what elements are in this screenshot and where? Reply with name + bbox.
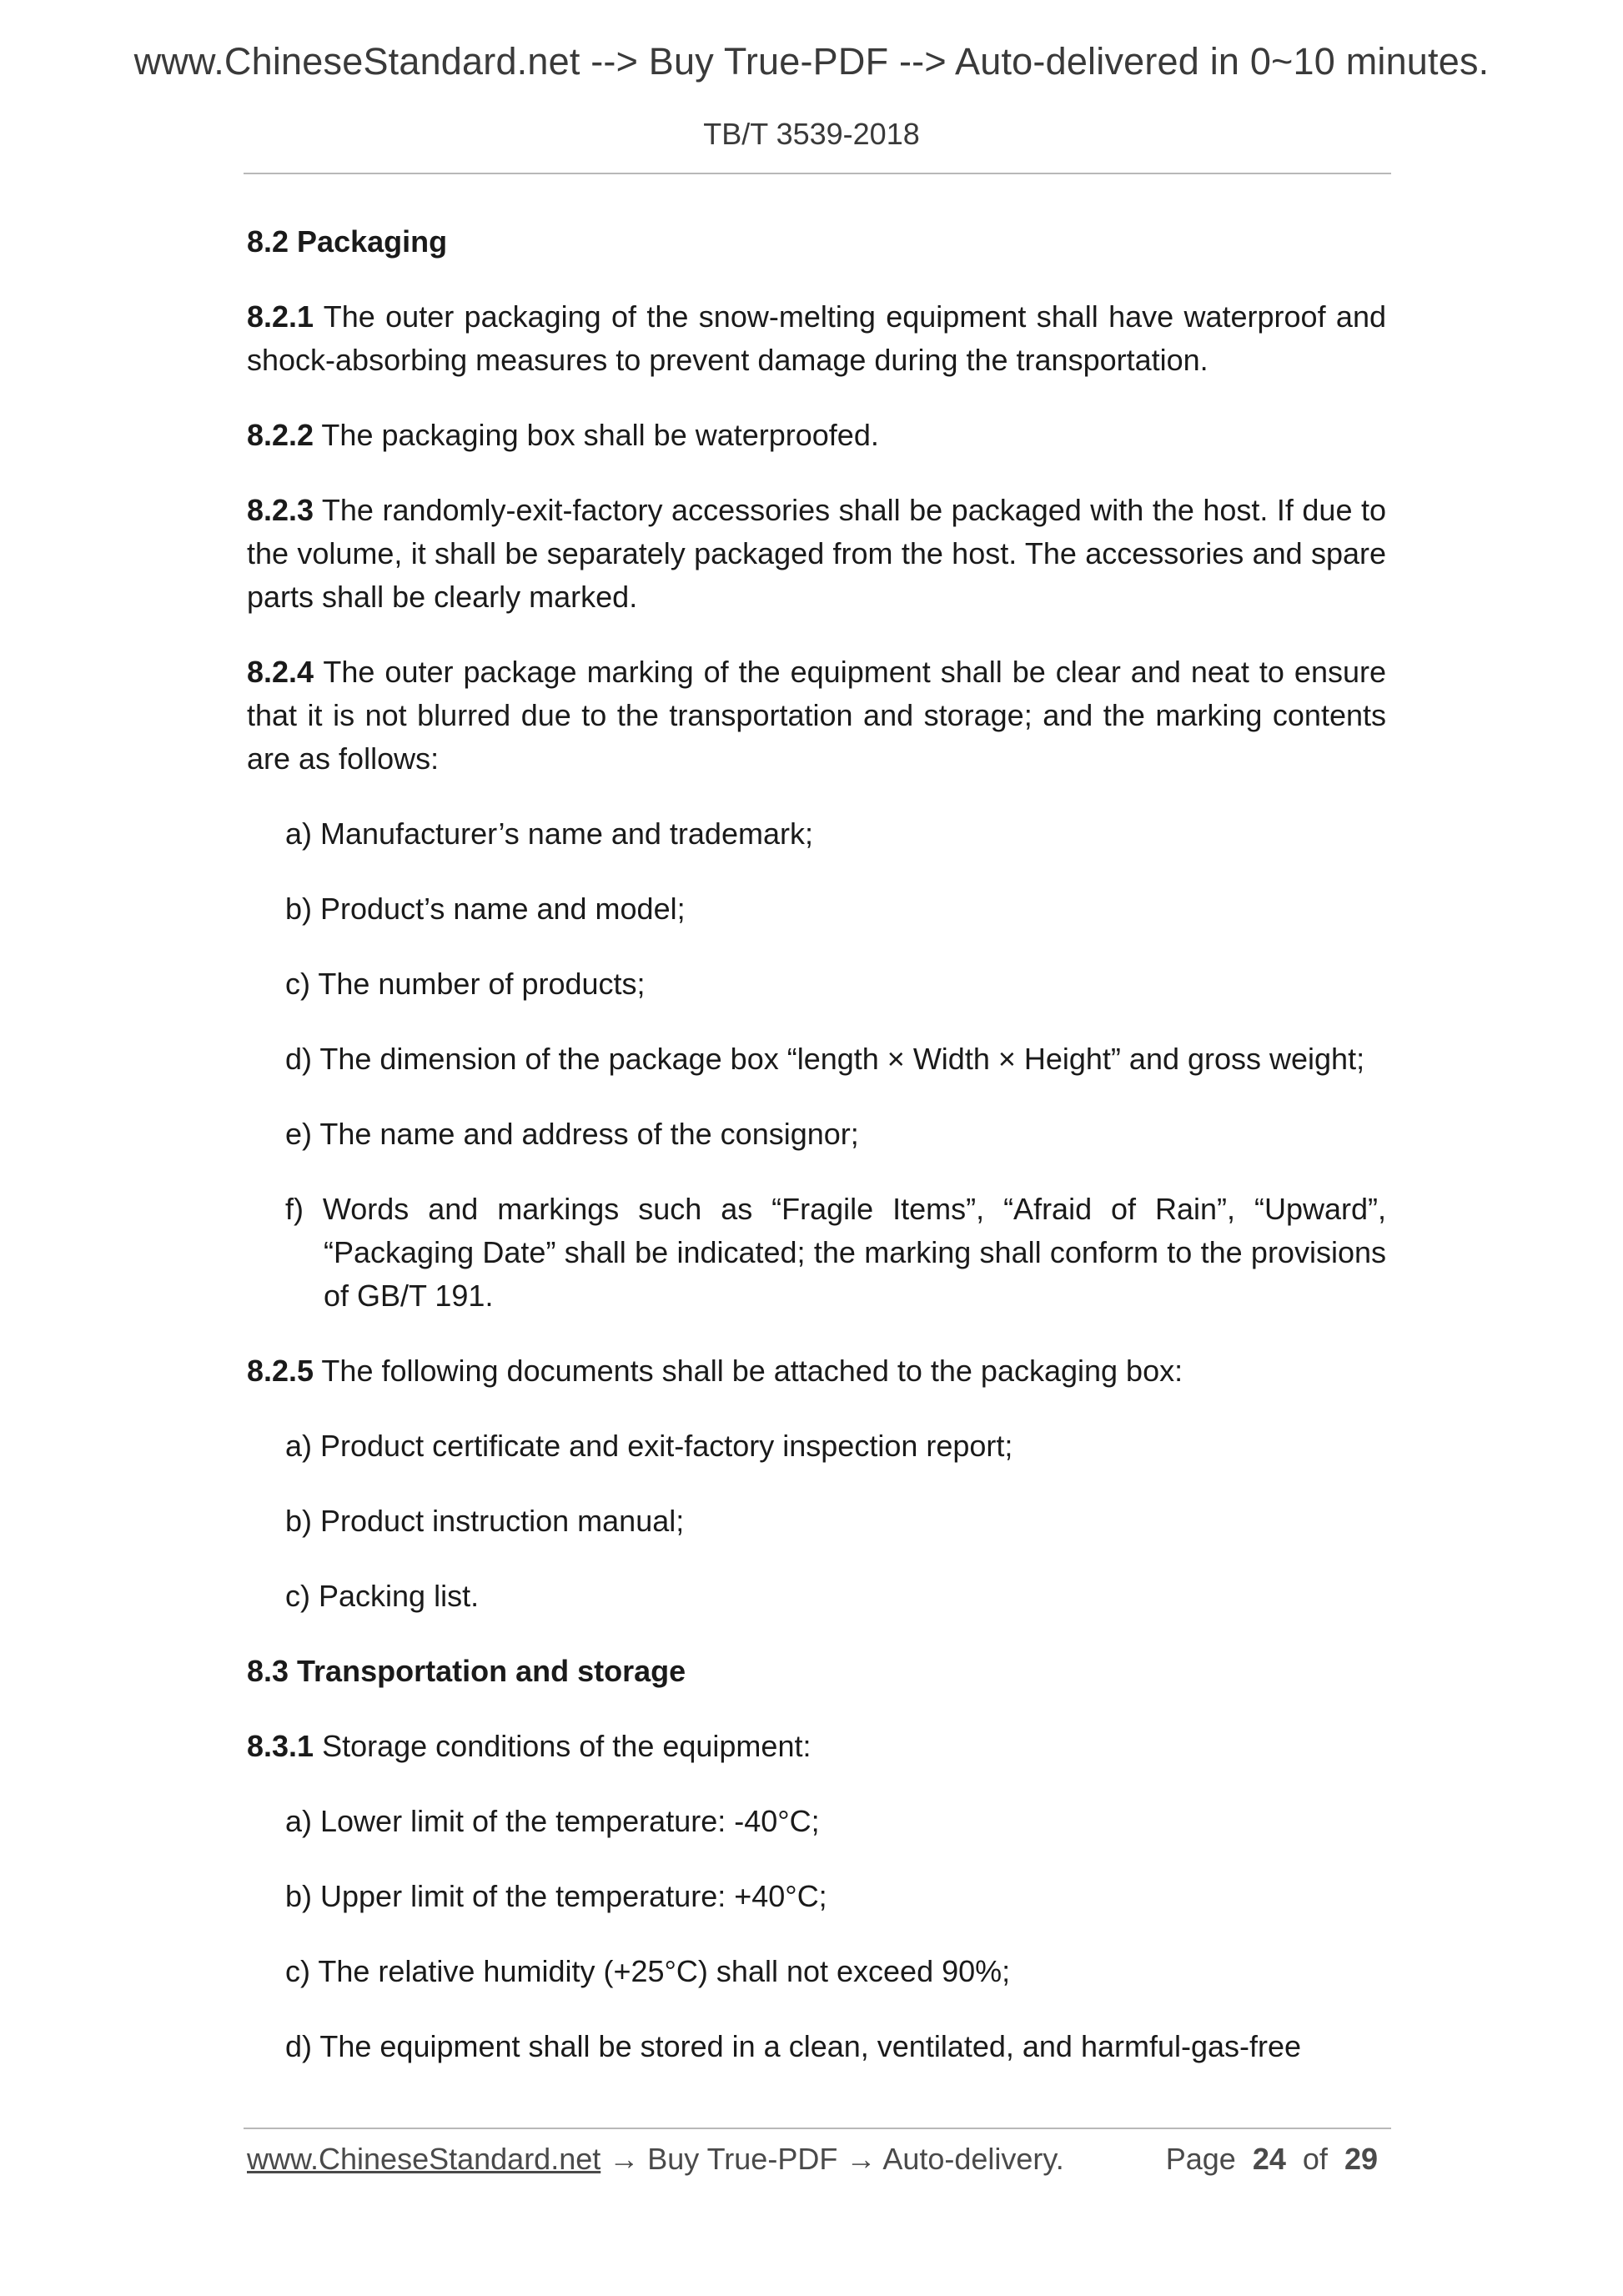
standard-code: TB/T 3539-2018 (703, 117, 920, 151)
clause-text: Storage conditions of the equipment: (314, 1729, 812, 1763)
footer-divider (244, 2128, 1391, 2129)
clause-number: 8.2.2 (247, 418, 314, 452)
page-content (247, 220, 1386, 2100)
clause-8-2-5 (247, 1349, 1386, 1393)
footer-website-link[interactable]: www.ChineseStandard.net (247, 2142, 601, 2176)
list-item: b) Product instruction manual; (285, 1504, 685, 1538)
section-heading-8-2: 8.2 Packaging (247, 224, 448, 259)
clause-text: The packaging box shall be waterproofed. (314, 418, 879, 452)
clause-8-3-1 (247, 1725, 1386, 1768)
clause-text: The following documents shall be attached to the packaging box: (314, 1354, 1183, 1388)
clause-number: 8.3.1 (247, 1729, 314, 1763)
page-number: 24 (1252, 2142, 1286, 2176)
clause-text: The outer package marking of the equipment shall be clear and neat to ensure that it is not blurred due to the transportation and storage; and the marking contents are as follows: (247, 655, 1386, 776)
clause-8-2-1 (247, 295, 1386, 382)
top-banner: www.ChineseStandard.net --> Buy True-PDF --> Auto-delivered in 0~10 minutes. (133, 40, 1490, 83)
page-footer (247, 2142, 1378, 2192)
clause-8-2-3 (247, 489, 1386, 619)
clause-number: 8.2.5 (247, 1354, 314, 1388)
list-item: b) Product’s name and model; (285, 892, 686, 926)
clause-number: 8.2.1 (247, 299, 314, 334)
page-total: 29 (1344, 2142, 1378, 2176)
list-item: c) The relative humidity (+25°C) shall not exceed 90%; (285, 1954, 1011, 1988)
list-item: a) Product certificate and exit-factory inspection report; (285, 1429, 1013, 1463)
clause-number: 8.2.4 (247, 655, 314, 689)
page-indicator (1166, 2142, 1378, 2177)
clause-8-2-4 (247, 651, 1386, 781)
list-item: c) Packing list. (285, 1579, 480, 1613)
list-item: a) Lower limit of the temperature: -40°C; (285, 1804, 820, 1838)
page-label: Page (1165, 2142, 1236, 2176)
list-item: e) The name and address of the consignor; (285, 1117, 859, 1151)
of-label: of (1302, 2142, 1328, 2176)
footer-left (247, 2142, 1064, 2177)
list-item: d) The dimension of the package box “length × Width × Height” and gross weight; (285, 1042, 1365, 1076)
clause-number: 8.2.3 (247, 493, 314, 527)
section-heading-8-3: 8.3 Transportation and storage (247, 1654, 686, 1688)
header-divider (244, 173, 1391, 174)
list-item: d) The equipment shall be stored in a clean, ventilated, and harmful-gas-free (285, 2029, 1302, 2063)
list-item: f) Words and markings such as “Fragile Items”, “Afraid of Rain”, “Upward”, “Packaging Date” shall be indicated; the marking shall conform to the provisions of GB/T 191. (285, 1192, 1386, 1313)
clause-text: The randomly-exit-factory accessories shall be packaged with the host. If due to the volume, it shall be separately packaged from the host. The accessories and spare parts shall be clearly marked. (247, 493, 1386, 614)
list-item: c) The number of products; (285, 967, 646, 1001)
clause-text: The outer packaging of the snow-melting equipment shall have waterproof and shock-absorbing measures to prevent damage during the transportation. (247, 299, 1386, 377)
list-item: a) Manufacturer’s name and trademark; (285, 816, 813, 851)
list-item: b) Upper limit of the temperature: +40°C; (285, 1879, 827, 1913)
footer-tagline: → Buy True-PDF → Auto-delivery. (600, 2142, 1064, 2176)
clause-8-2-2 (247, 414, 1386, 457)
